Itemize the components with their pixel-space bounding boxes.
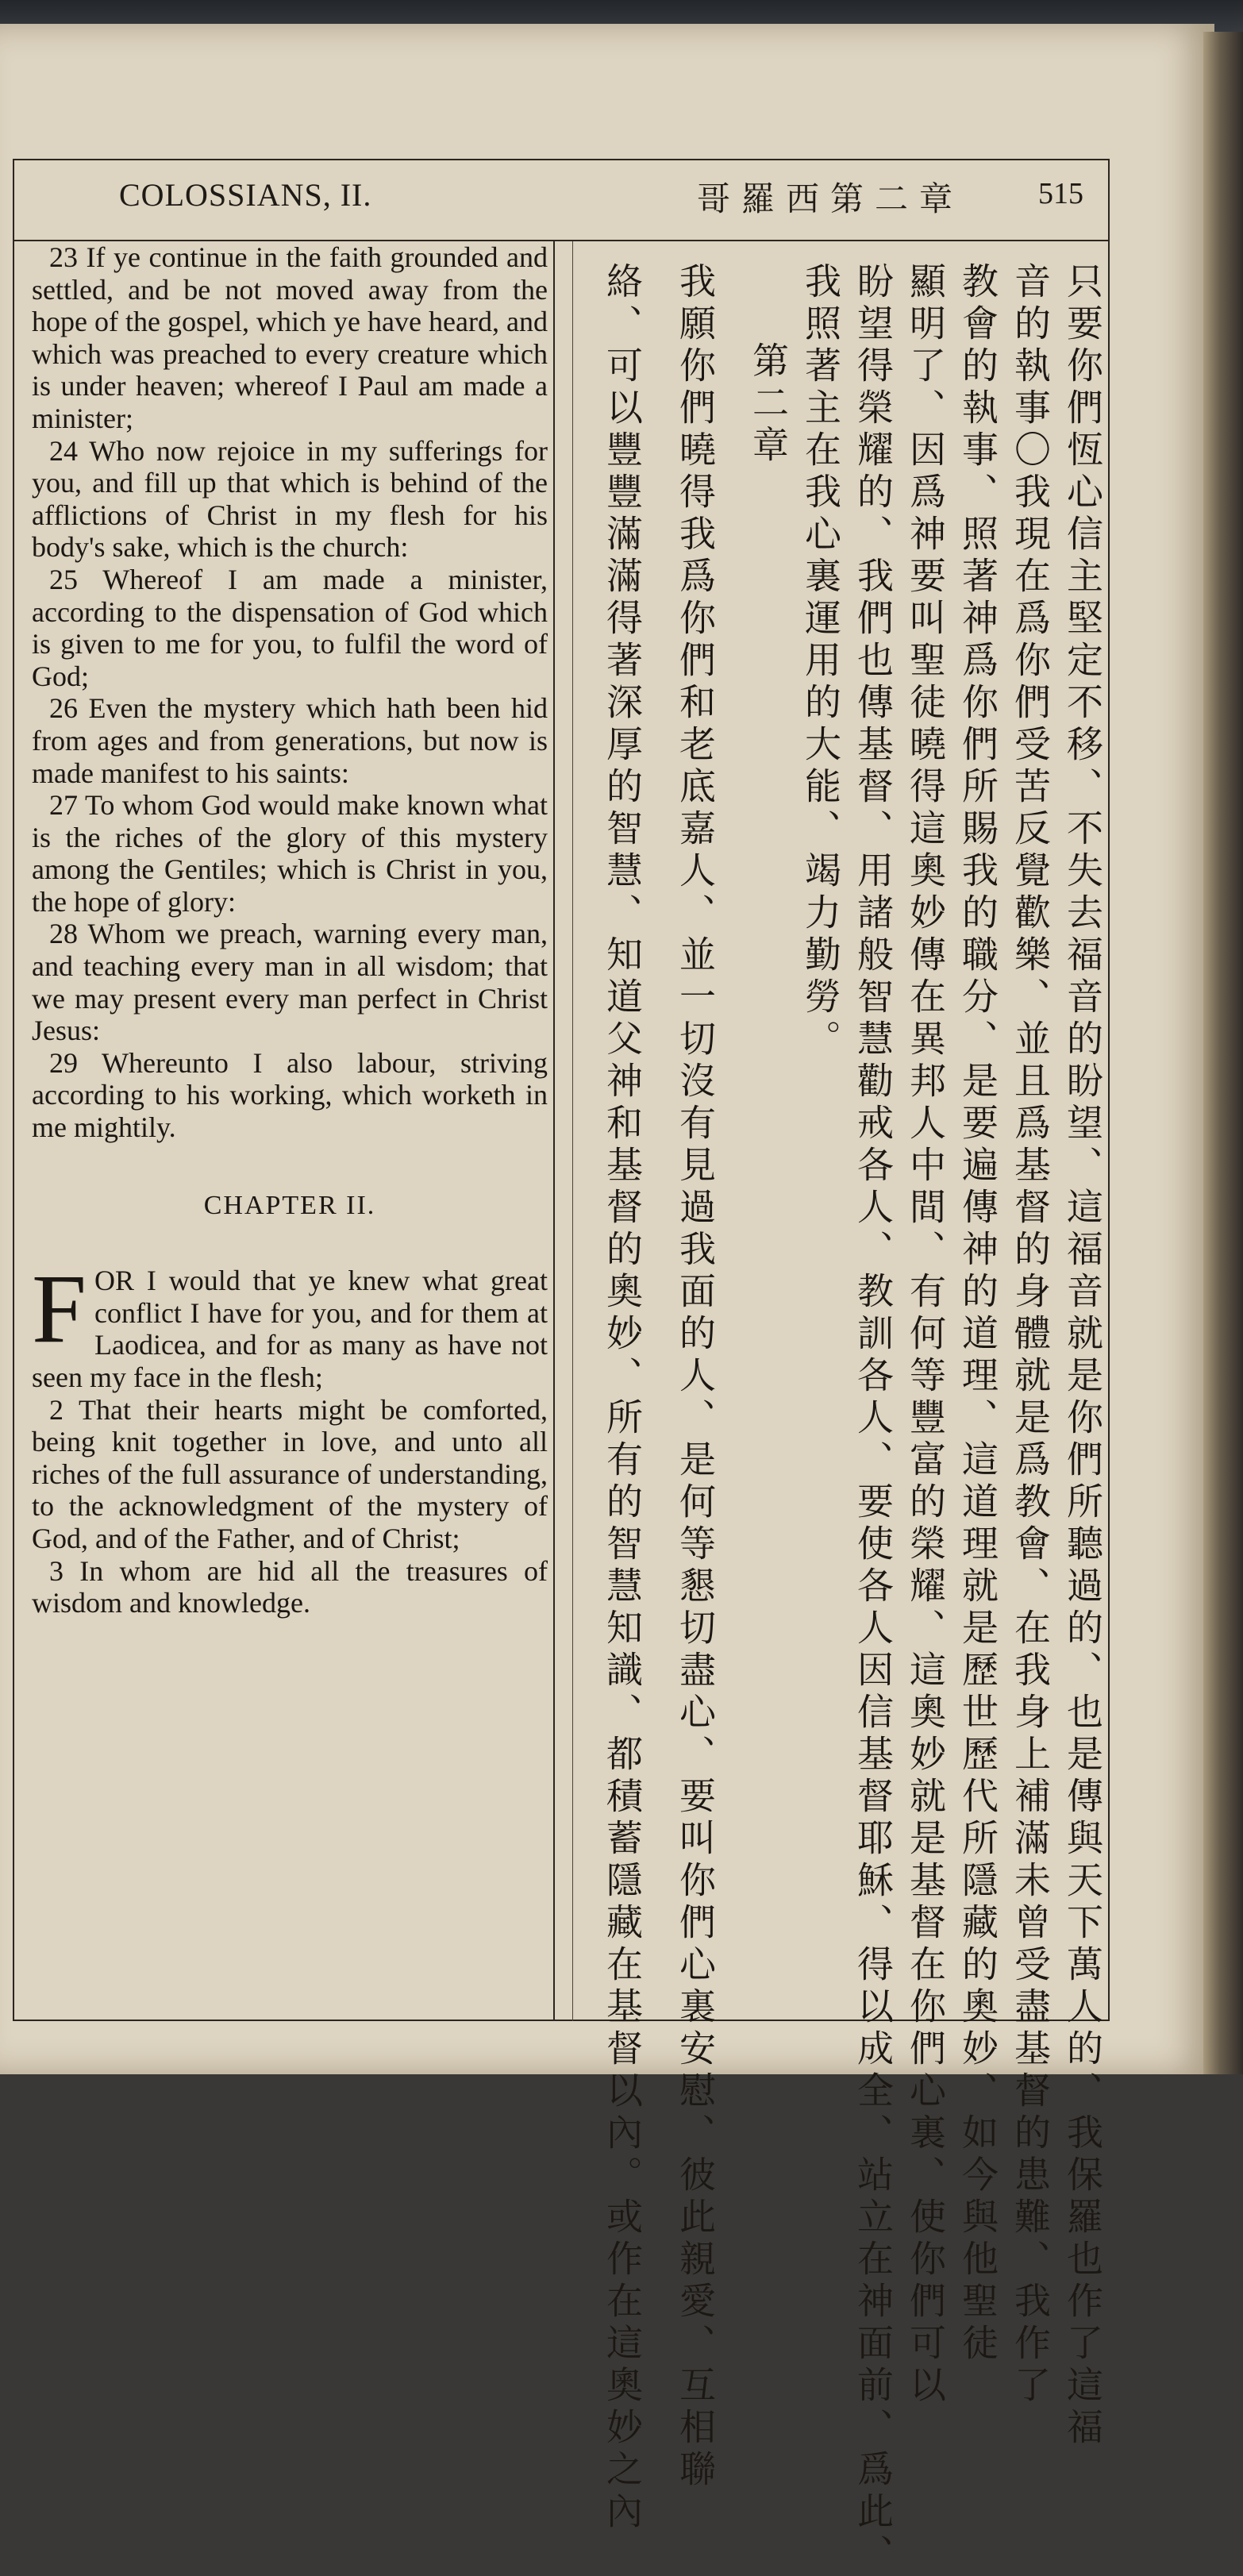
chinese-line: 音的執事〇我現在爲你們受苦反覺歡樂、並且爲基督的身體就是爲教會、在我身上補滿未曾受盡基督的患難、我作了 bbox=[1009, 262, 1052, 2408]
chinese-line: 絡、可以豐豐滿滿得著深厚的智慧、知道父神和基督的奧妙、所有的智慧知識、都積蓄隱藏在基督以內。或作在這奧妙之內 bbox=[601, 262, 644, 2534]
column-divider-inner bbox=[572, 241, 573, 2021]
verse-25: 25 Whereof I am made a minister, according to the dispensation of God which is given to me for you, to fulfil the word of God; bbox=[32, 563, 548, 692]
verse-24: 24 Who now rejoice in my sufferings for you, and fill up that which is behind of the afflictions of Christ in my flesh for his body's sake, which is the church: bbox=[32, 434, 548, 564]
verse-23: 23 If ye continue in the faith grounded and settled, and be not moved away from the hope of the gospel, which ye have heard, and which was preached to every creature which is under heaven; whereof I Paul am made a minister; bbox=[32, 241, 548, 434]
verse-26: 26 Even the mystery which hath been hid from ages and from generations, but now is made manifest to his saints: bbox=[32, 692, 548, 789]
running-header-chinese-title: 哥羅西第二章 bbox=[697, 179, 964, 218]
chapter-heading: CHAPTER II. bbox=[203, 1190, 376, 1220]
page-number: 515 bbox=[1038, 177, 1083, 210]
chapter-2-verse-3: 3 In whom are hid all the treasures of wisdom and knowledge. bbox=[32, 1554, 548, 1619]
verse-28: 28 Whom we preach, warning every man, and teaching every man in all wisdom; that we may present every man perfect in Christ Jesus: bbox=[32, 918, 548, 1047]
chinese-line: 顯明了、因爲神要叫聖徒曉得這奧妙傳在異邦人中間、有何等豐富的榮耀、這奧妙就是基督在你們心裏、使你們可以 bbox=[904, 262, 947, 2408]
english-column bbox=[32, 241, 548, 1619]
verse-29: 29 Whereunto I also labour, striving according to his working, which worketh in me mightily. bbox=[32, 1046, 548, 1144]
verse-1-text: OR I would that ye knew what great conflict I have for you, and for them at Laodicea, and for as many as have not seen my face in the flesh; bbox=[32, 1265, 548, 1393]
chinese-line: 教會的執事、照著神爲你們所賜我的職分、是要遍傳神的道理、這道理就是歷世歷代所隱藏的奧妙、如今與他聖徒 bbox=[956, 262, 999, 2366]
chapter-2-verse-1 bbox=[32, 1254, 548, 1393]
verse-27: 27 To whom God would make known what is the riches of the glory of this mystery among the Gentiles; which is Christ in you, the hope of glory: bbox=[32, 789, 548, 918]
chinese-line: 我願你們曉得我爲你們和老底嘉人、並一切沒有見過我面的人、是何等懇切盡心、要叫你們心裏安慰、彼此親愛、互相聯 bbox=[674, 262, 717, 2492]
chinese-line: 我照著主在我心裏運用的大能、竭力勤勞。 bbox=[799, 262, 842, 1061]
drop-cap: F bbox=[32, 1254, 87, 1364]
chinese-column bbox=[579, 262, 1104, 2576]
column-divider bbox=[553, 241, 555, 2021]
chinese-line: 盼望得榮耀的、我們也傳基督、用諸般智慧勸戒各人、教訓各人、要使各人因信基督耶穌、得以成全、站立在神面前、爲此、 bbox=[852, 262, 895, 2576]
chinese-line: 只要你們恆心信主堅定不移、不失去福音的盼望、這福音就是你們所聽過的、也是傳與天下萬人的、我保羅也作了這福 bbox=[1061, 262, 1104, 2450]
chinese-chapter-heading: 第二章 bbox=[747, 341, 790, 468]
chapter-2-verse-2: 2 That their hearts might be comforted, being knit together in love, and unto all riches of the full assurance of understanding, to the acknowledgment of the mystery of God, and of the Father, and of Christ; bbox=[32, 1393, 548, 1554]
running-header-title: COLOSSIANS, II. bbox=[119, 177, 372, 213]
page-stack-edge bbox=[1203, 32, 1243, 2074]
